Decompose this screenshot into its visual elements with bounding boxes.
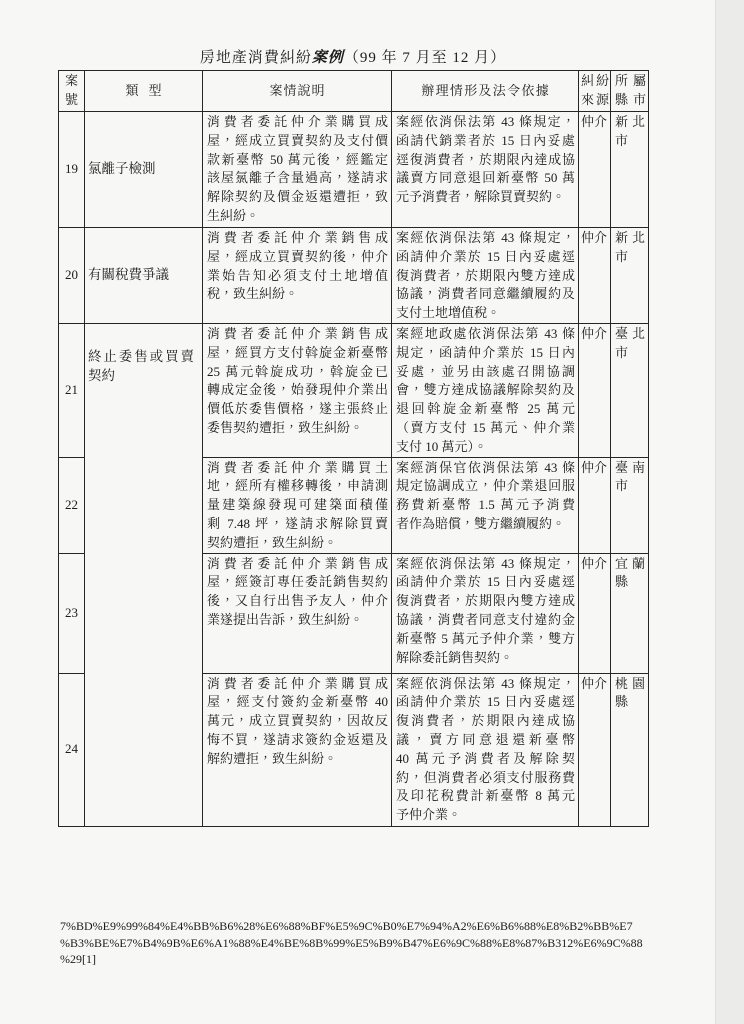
handling-line: 約，但消費者必須支付服務費 <box>396 769 575 785</box>
description-line: 生糾紛。 <box>207 207 260 223</box>
title-suffix: （99 年 7 月至 12 月） <box>343 50 507 66</box>
description-line: 該屋氯離子含量過高，遂請求 <box>207 170 388 186</box>
header-case-no: 案號 <box>59 71 85 112</box>
description-line: 屋，經支付簽約金新臺幣 40 <box>207 694 388 710</box>
case-number: 21 <box>59 323 85 457</box>
document-title <box>58 49 648 67</box>
handling-line: 新臺幣 5 萬元予仲介業，雙方 <box>396 630 575 646</box>
county: 新北市 <box>611 112 649 228</box>
case-handling <box>392 553 579 673</box>
case-number: 22 <box>59 457 85 553</box>
handling-line: 函請仲介業於 15 日內妥處逕 <box>396 694 575 710</box>
description-line: 消費者委託仲介業銷售成 <box>207 555 388 571</box>
case-type-text: 終止委售或買賣契約 <box>88 348 194 383</box>
description-line: 屋，經成立買賣契約及支付價 <box>207 132 388 148</box>
title-prefix: 房地產消費糾紛 <box>199 50 312 66</box>
handling-line: 函請仲介業於 15 日內妥處逕 <box>396 248 575 264</box>
handling-line: 務費新臺幣 1.5 萬元予消費 <box>396 497 575 513</box>
description-line: 契約遭拒，致生糾紛。 <box>207 534 338 550</box>
dispute-source: 仲介 <box>579 323 611 457</box>
county: 臺北市 <box>611 323 649 457</box>
description-line: 款新臺幣 50 萬元後，經鑑定 <box>207 151 388 167</box>
header-source: 糾紛來源 <box>579 71 611 112</box>
case-handling <box>392 323 579 457</box>
description-line: 消費者委託仲介業購買成 <box>207 114 388 129</box>
header-description: 案情說明 <box>203 71 392 112</box>
description-line: 萬元，成立買賣契約，因故反 <box>207 713 388 729</box>
description-line: 解除契約及價金返還遭拒，致 <box>207 189 388 205</box>
handling-line: 協議，消費者同意支付違約金 <box>396 611 575 627</box>
footer-line: 7%BD%E9%99%84%E4%BB%B6%28%E6%88%BF%E5%9C%B0%E7%94%A2%E6%B6%88%E8%B2%BB%E7 <box>60 919 633 933</box>
handling-line: 予仲介業。 <box>396 807 462 823</box>
case-number: 19 <box>59 112 85 228</box>
description-line: 後，又自行出售予友人，仲介 <box>207 593 388 609</box>
handling-line: 會，雙方達成協議解除契約及 <box>396 382 575 398</box>
handling-line: 案經消保官依消保法第 43 條 <box>396 459 575 475</box>
handling-line: 支付土地增值稅。 <box>396 305 501 321</box>
case-description <box>203 323 392 457</box>
handling-line: 元予消費者，解除買賣契約。 <box>396 189 566 205</box>
table-row <box>59 323 649 457</box>
case-number: 20 <box>59 228 85 324</box>
cases-table <box>58 70 649 827</box>
handling-line: 支付 10 萬元）。 <box>396 438 488 454</box>
title-emphasis: 案例 <box>311 50 344 66</box>
case-description <box>203 112 392 228</box>
description-line: 屋，經買方支付斡旋金新臺幣 <box>207 344 388 360</box>
description-line: 消費者委託仲介業銷售成 <box>207 230 388 245</box>
case-type <box>85 323 203 826</box>
dispute-source: 仲介 <box>579 457 611 553</box>
description-line: 量建築線發現可建築面積僅 <box>207 497 388 513</box>
table-row <box>59 112 649 228</box>
handling-line: 議賣方同意退回新臺幣 50 萬 <box>396 170 575 186</box>
handling-line: 及印花稅費計新臺幣 8 萬元 <box>396 788 575 804</box>
description-line: 解約遭拒，致生糾紛。 <box>207 750 338 766</box>
dispute-source: 仲介 <box>579 112 611 228</box>
description-line: 地，經所有權移轉後，申請測 <box>207 478 388 494</box>
description-line: 價低於委售價格，遂主張終止 <box>207 401 388 417</box>
description-line: 委售契約遭拒，致生糾紛。 <box>207 419 364 435</box>
description-line: 剩 7.48 坪，遂請求解除買賣 <box>207 515 388 531</box>
handling-line: 函請代銷業者於 15 日內妥處 <box>396 132 575 148</box>
handling-line: 案經依消保法第 43 條規定， <box>396 675 575 691</box>
handling-line: 退回斡旋金新臺幣 25 萬元 <box>396 401 575 417</box>
case-handling <box>392 112 579 228</box>
handling-line: 復消費者，於期限內雙方達成 <box>396 267 575 283</box>
footer-line: %29[1] <box>60 952 96 966</box>
table-row <box>59 228 649 324</box>
case-type: 有關稅費爭議 <box>85 228 203 324</box>
handling-line: 函請仲介業於 15 日內妥處逕 <box>396 574 575 590</box>
table-header-row <box>59 71 649 112</box>
handling-line: 協議，消費者同意繼續履約及 <box>396 286 575 302</box>
handling-line: 40 萬元予消費者及解除契 <box>396 750 575 766</box>
handling-line: （賣方支付 15 萬元、仲介業 <box>396 419 575 435</box>
handling-line: 案經地政處依消保法第 43 條 <box>396 325 575 341</box>
county: 新北市 <box>611 228 649 324</box>
footer-line: %B3%BE%E7%B4%9B%E6%A1%88%E4%BE%8B%99%E5%B9%B47%E6%9C%88%E8%87%B312%E6%9C%88 <box>60 935 643 950</box>
handling-line: 議，賣方同意退還新臺幣 <box>396 731 575 747</box>
handling-line: 者作為賠償，雙方繼續履約。 <box>396 515 566 531</box>
case-description <box>203 228 392 324</box>
case-description <box>203 457 392 553</box>
handling-line: 案經依消保法第 43 條規定， <box>396 555 575 571</box>
handling-line: 解除委託銷售契約。 <box>396 649 514 665</box>
county: 宜蘭縣 <box>611 553 649 673</box>
dispute-source: 仲介 <box>579 553 611 673</box>
description-line: 業始告知必須支付土地增值 <box>207 267 388 283</box>
case-handling <box>392 457 579 553</box>
county: 臺南市 <box>611 457 649 553</box>
case-handling <box>392 228 579 324</box>
scan-edge <box>715 0 744 1024</box>
description-line: 稅，致生糾紛。 <box>207 286 299 302</box>
handling-line: 復消費者，於期限內雙方達成 <box>396 593 575 609</box>
dispute-source: 仲介 <box>579 673 611 826</box>
case-description <box>203 553 392 673</box>
handling-line: 妥處，並另由該處召開協調 <box>396 363 575 379</box>
handling-line: 復消費者，於期限內達成協 <box>396 713 575 729</box>
header-type: 類型 <box>85 71 203 112</box>
description-line: 悔不買，遂請求簽約金返還及 <box>207 731 388 747</box>
description-line: 消費者委託仲介業銷售成 <box>207 325 388 341</box>
handling-line: 案經依消保法第 43 條規定， <box>396 114 575 129</box>
case-number: 23 <box>59 553 85 673</box>
header-county: 所屬縣市 <box>611 71 649 112</box>
handling-line: 案經依消保法第 43 條規定， <box>396 230 575 245</box>
handling-line: 規定，函請仲介業於 15 日內 <box>396 344 575 360</box>
case-description <box>203 673 392 826</box>
header-handling: 辦理情形及法令依據 <box>392 71 579 112</box>
description-line: 消費者委託仲介業購買土 <box>207 459 388 475</box>
footer-url-text <box>60 918 643 968</box>
dispute-source: 仲介 <box>579 228 611 324</box>
description-line: 轉成定金後，始發現仲介業出 <box>207 382 388 398</box>
description-line: 屋，經簽訂專任委託銷售契約 <box>207 574 388 590</box>
case-handling <box>392 673 579 826</box>
handling-line: 規定協調成立，仲介業退回服 <box>396 478 575 494</box>
description-line: 消費者委託仲介業購買成 <box>207 675 388 691</box>
description-line: 業遂提出告訴，致生糾紛。 <box>207 611 364 627</box>
handling-line: 逕復消費者，於期限內達成協 <box>396 151 575 167</box>
county: 桃園縣 <box>611 673 649 826</box>
case-number: 24 <box>59 673 85 826</box>
description-line: 25 萬元斡旋成功，斡旋金已 <box>207 363 388 379</box>
case-type: 氯離子檢測 <box>85 112 203 228</box>
description-line: 屋，經成立買賣契約後，仲介 <box>207 248 388 264</box>
